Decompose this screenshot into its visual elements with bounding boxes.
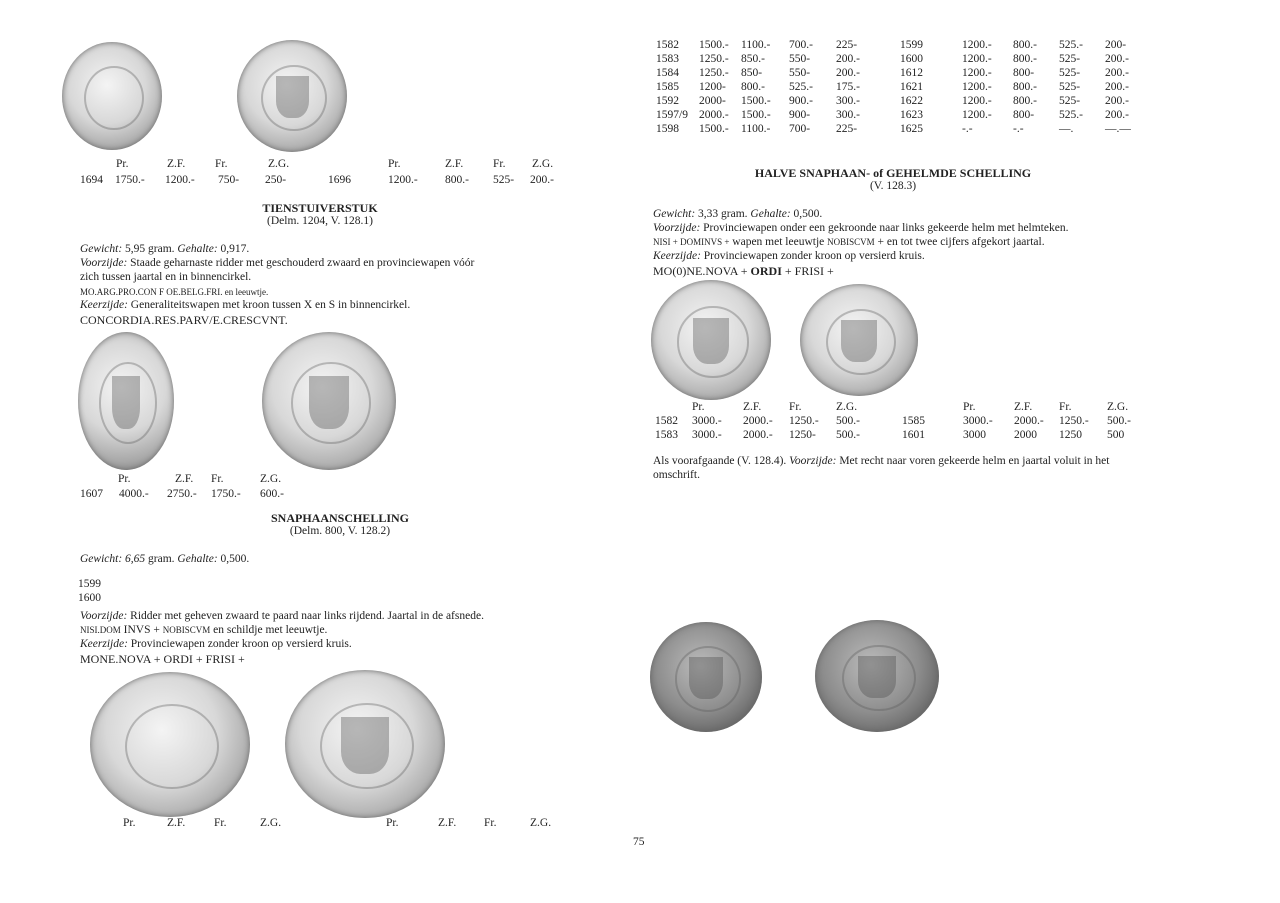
- price-cell: 500.-: [836, 429, 860, 441]
- price-cell: 550-: [789, 53, 811, 65]
- price-cell: 525-: [1059, 95, 1081, 107]
- price-cell: 800.-: [1013, 81, 1037, 93]
- price-column-header: Z.F.: [167, 817, 186, 829]
- section-title-tienstuiverstuk: TIENSTUIVERSTUK: [262, 201, 378, 215]
- price-cell: 700.-: [789, 39, 813, 51]
- price-cell: 525.-: [789, 81, 813, 93]
- price-column-header: Pr.: [118, 473, 131, 485]
- price-cell: 200.-: [530, 174, 554, 186]
- price-cell: —.: [1059, 123, 1074, 135]
- price-cell: 700-: [789, 123, 811, 135]
- section-title-snaphaanschelling: SNAPHAANSCHELLING: [270, 511, 410, 525]
- price-cell: 2000: [1014, 429, 1037, 441]
- year-cell: 1585: [902, 415, 925, 427]
- year-cell: 1597/9: [656, 109, 688, 121]
- obverse-legend: NISI + DOMINVS + wapen met leeuwtje NOBISCVM + en tot twee cijfers afgekort jaartal.: [653, 236, 1045, 248]
- weight-line: Gewicht: 3,33 gram. Gehalte: 0,500.: [653, 208, 823, 220]
- price-column-header: Pr.: [692, 401, 705, 413]
- price-cell: 525.-: [1059, 109, 1083, 121]
- price-cell: 1250.-: [1059, 415, 1089, 427]
- price-cell: 525.-: [1059, 39, 1083, 51]
- reverse-legend: CONCORDIA.RES.PARV/E.CRESCVNT.: [80, 313, 288, 327]
- price-cell: 3000.-: [692, 429, 722, 441]
- price-cell: 1100.-: [741, 123, 771, 135]
- price-cell: 500.-: [836, 415, 860, 427]
- price-cell: 900-: [789, 109, 811, 121]
- obverse-description: Voorzijde: Staade geharnaste ridder met geschouderd zwaard en provinciewapen vóór: [80, 257, 475, 269]
- year-cell: 1582: [655, 415, 678, 427]
- year-cell: 1583: [655, 429, 678, 441]
- price-cell: 525-: [1059, 53, 1081, 65]
- price-cell: 800.-: [1013, 39, 1037, 51]
- coin-image-1694-reverse: [237, 40, 347, 152]
- year-cell: 1625: [900, 123, 923, 135]
- price-cell: 1200.-: [388, 174, 418, 186]
- year-cell: 1607: [80, 488, 103, 500]
- price-cell: 1250.-: [699, 53, 729, 65]
- coin-image-tienstuiver-obverse: [78, 332, 174, 470]
- price-cell: 500: [1107, 429, 1125, 441]
- obverse-description: Voorzijde: Ridder met geheven zwaard te paard naar links rijdend. Jaartal in de afsnede.: [80, 610, 484, 622]
- price-cell: 1250-: [789, 429, 816, 441]
- price-column-header: Fr.: [215, 158, 228, 170]
- price-column-header: Z.G.: [260, 473, 282, 485]
- price-cell: 1750.-: [211, 488, 241, 500]
- obverse-description: Voorzijde: Provinciewapen onder een gekroonde naar links gekeerde helm met helmteken.: [653, 222, 1069, 234]
- coin-image-halve-reverse: [800, 284, 918, 396]
- price-cell: 1200.-: [962, 39, 992, 51]
- price-cell: 900.-: [789, 95, 813, 107]
- price-cell: 800.-: [741, 81, 765, 93]
- price-cell: 200.-: [1105, 53, 1129, 65]
- price-cell: 800-: [1013, 67, 1035, 79]
- year-cell: 1584: [656, 67, 679, 79]
- price-cell: 2000.-: [743, 415, 773, 427]
- year-cell: 1694: [80, 174, 103, 186]
- coin-image-variant-obverse: [650, 622, 762, 732]
- price-cell: 600.-: [260, 488, 284, 500]
- price-cell: 525-: [1059, 81, 1081, 93]
- variant-note-cont: omschrift.: [653, 469, 700, 481]
- section-reference: (Delm. 1204, V. 128.1): [267, 215, 373, 227]
- price-column-header: Z.F.: [743, 401, 762, 413]
- price-cell: 300.-: [836, 95, 860, 107]
- price-cell: 175.-: [836, 81, 860, 93]
- price-cell: 1100.-: [741, 39, 771, 51]
- price-cell: 4000.-: [119, 488, 149, 500]
- price-column-header: Pr.: [116, 158, 129, 170]
- obverse-description-cont: zich tussen jaartal en in binnencirkel.: [80, 271, 252, 283]
- year: 1600: [78, 592, 101, 604]
- price-cell: 850.-: [741, 53, 765, 65]
- price-column-header: Fr.: [789, 401, 802, 413]
- page-number: 75: [633, 836, 645, 848]
- section-reference: (Delm. 800, V. 128.2): [289, 525, 391, 537]
- price-cell: 1200.-: [165, 174, 195, 186]
- year-cell: 1601: [902, 429, 925, 441]
- price-column-header: Fr.: [214, 817, 227, 829]
- coin-image-1694-obverse: [62, 42, 162, 150]
- price-column-header: Z.G.: [1107, 401, 1129, 413]
- price-column-header: Fr.: [493, 158, 506, 170]
- price-cell: 3000.-: [963, 415, 993, 427]
- price-cell: 2000.-: [699, 109, 729, 121]
- section-title-halve-snaphaan: HALVE SNAPHAAN- of GEHELMDE SCHELLING: [754, 166, 1032, 180]
- price-cell: 1200.-: [962, 67, 992, 79]
- price-cell: 2000-: [699, 95, 726, 107]
- price-column-header: Z.F.: [1014, 401, 1033, 413]
- price-cell: 1200.-: [962, 81, 992, 93]
- reverse-legend: MONE.NOVA + ORDI + FRISI +: [80, 652, 245, 666]
- year-cell: 1599: [900, 39, 923, 51]
- price-cell: -.-: [1013, 123, 1024, 135]
- reverse-description: Keerzijde: Provinciewapen zonder kroon op versierd kruis.: [653, 250, 925, 262]
- weight-line: Gewicht: 5,95 gram. Gehalte: 0,917.: [80, 243, 250, 255]
- price-cell: 200.-: [836, 67, 860, 79]
- price-cell: 750-: [218, 174, 240, 186]
- price-cell: 1200.-: [962, 95, 992, 107]
- price-column-header: Pr.: [123, 817, 136, 829]
- price-cell: 1250.-: [789, 415, 819, 427]
- coin-image-snaphaan-reverse: [285, 670, 445, 818]
- price-cell: 800-: [1013, 109, 1035, 121]
- year-cell: 1622: [900, 95, 923, 107]
- year-cell: 1623: [900, 109, 923, 121]
- price-cell: 3000: [963, 429, 986, 441]
- price-column-header: Z.G.: [532, 158, 554, 170]
- price-cell: 1500.-: [741, 109, 771, 121]
- price-cell: 200.-: [1105, 95, 1129, 107]
- year-cell: 1583: [656, 53, 679, 65]
- price-column-header: Pr.: [963, 401, 976, 413]
- coin-image-snaphaan-obverse: [90, 672, 250, 817]
- reverse-description: Keerzijde: Provinciewapen zonder kroon op versierd kruis.: [80, 638, 352, 650]
- price-cell: 1750.-: [115, 174, 145, 186]
- obverse-legend: MO.ARG.PRO.CON F OE.BELG.FRI. en leeuwtje.: [80, 287, 269, 297]
- price-cell: 2000.-: [743, 429, 773, 441]
- price-cell: 1200.-: [962, 53, 992, 65]
- price-cell: 200-: [1105, 39, 1127, 51]
- price-column-header: Z.F.: [167, 158, 186, 170]
- price-cell: 800.-: [1013, 53, 1037, 65]
- price-column-header: Fr.: [211, 473, 224, 485]
- price-column-header: Z.F.: [175, 473, 194, 485]
- price-cell: 250-: [265, 174, 287, 186]
- price-cell: 1250: [1059, 429, 1082, 441]
- coin-image-tienstuiver-reverse: [262, 332, 396, 470]
- price-cell: 1250.-: [699, 67, 729, 79]
- year: 1599: [78, 578, 101, 590]
- year-cell: 1621: [900, 81, 923, 93]
- year-cell: 1696: [328, 174, 351, 186]
- price-cell: 2000.-: [1014, 415, 1044, 427]
- price-column-header: Fr.: [1059, 401, 1072, 413]
- price-cell: 200.-: [1105, 67, 1129, 79]
- price-column-header: Fr.: [484, 817, 497, 829]
- reverse-legend: MO(0)NE.NOVA + ORDI + FRISI +: [653, 264, 834, 278]
- price-cell: 525-: [493, 174, 515, 186]
- year-cell: 1585: [656, 81, 679, 93]
- price-column-header: Pr.: [386, 817, 399, 829]
- price-cell: 850-: [741, 67, 763, 79]
- price-cell: 225-: [836, 123, 858, 135]
- price-cell: 225-: [836, 39, 858, 51]
- reverse-description: Keerzijde: Generaliteitswapen met kroon tussen X en S in binnencirkel.: [80, 299, 411, 311]
- price-cell: 525-: [1059, 67, 1081, 79]
- price-cell: 1200-: [699, 81, 726, 93]
- price-cell: -.-: [962, 123, 973, 135]
- price-cell: 800.-: [445, 174, 469, 186]
- price-column-header: Z.F.: [445, 158, 464, 170]
- price-column-header: Z.G.: [836, 401, 858, 413]
- price-cell: 2750.-: [167, 488, 197, 500]
- coin-image-halve-obverse: [651, 280, 771, 400]
- price-column-header: Z.G.: [530, 817, 552, 829]
- price-cell: 3000.-: [692, 415, 722, 427]
- price-column-header: Z.F.: [438, 817, 457, 829]
- price-column-header: Z.G.: [268, 158, 290, 170]
- section-reference: (V. 128.3): [869, 180, 917, 192]
- price-cell: 1500.-: [699, 123, 729, 135]
- price-column-header: Pr.: [388, 158, 401, 170]
- year-cell: 1612: [900, 67, 923, 79]
- price-column-header: Z.G.: [260, 817, 282, 829]
- year-cell: 1598: [656, 123, 679, 135]
- price-cell: 550-: [789, 67, 811, 79]
- year-cell: 1582: [656, 39, 679, 51]
- price-cell: 1500.-: [741, 95, 771, 107]
- year-cell: 1592: [656, 95, 679, 107]
- price-cell: 1500.-: [699, 39, 729, 51]
- price-cell: 500.-: [1107, 415, 1131, 427]
- coin-image-variant-reverse: [815, 620, 939, 732]
- price-cell: 300.-: [836, 109, 860, 121]
- year-cell: 1600: [900, 53, 923, 65]
- weight-line: Gewicht: 6,65 gram. Gehalte: 0,500.: [80, 553, 250, 565]
- price-cell: 200.-: [1105, 81, 1129, 93]
- price-cell: 1200.-: [962, 109, 992, 121]
- obverse-legend: NISI.DOM INVS + NOBISCVM en schildje met leeuwtje.: [80, 624, 328, 636]
- price-cell: 200.-: [836, 53, 860, 65]
- variant-note: Als voorafgaande (V. 128.4). Voorzijde: Met recht naar voren gekeerde helm en jaartal voluit in het: [653, 455, 1110, 467]
- price-cell: 200.-: [1105, 109, 1129, 121]
- price-cell: 800.-: [1013, 95, 1037, 107]
- price-cell: —.—: [1105, 123, 1131, 135]
